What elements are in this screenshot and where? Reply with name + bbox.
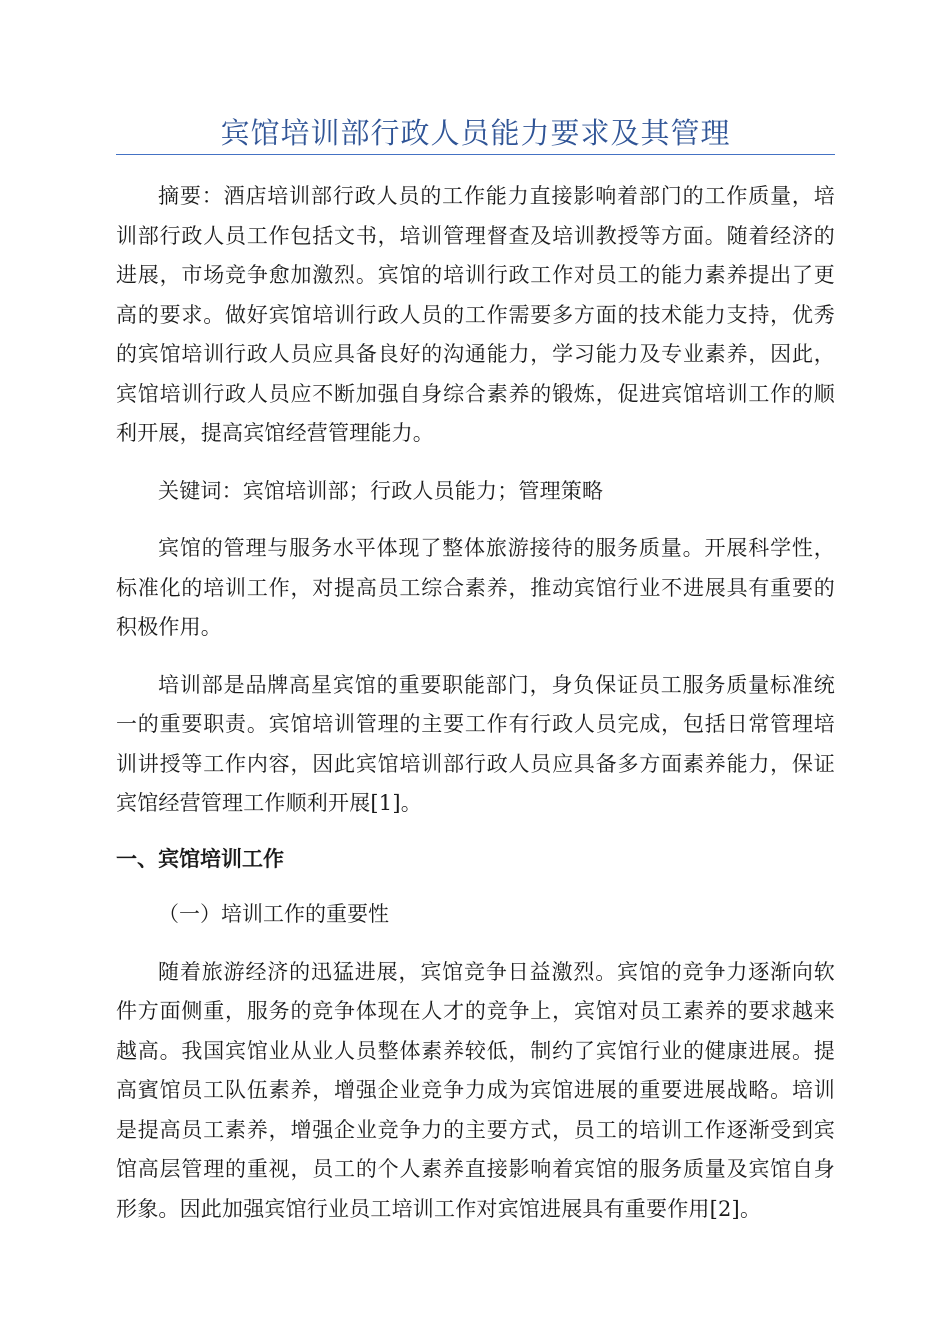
subsection-heading-1: （一）培训工作的重要性 xyxy=(158,902,389,926)
section-heading-1: 一、宾馆培训工作 xyxy=(116,846,284,871)
title-underline xyxy=(116,154,835,155)
abstract-paragraph: 摘要：酒店培训部行政人员的工作能力直接影响着部门的工作质量，培训部行政人员工作包括文书，培训管理督查及培训教授等方面。随着经济的进展，市场竞争愈加激烈。宾馆的培训行政工作对员工的能力素养提出了更高的要求。做好宾馆培训行政人员的工作需要多方面的技术能力支持，优秀的宾馆培训行政人员应具备良好的沟通能力，学习能力及专业素养，因此，宾馆培训行政人员应不断加强自身综合素养的锻炼，促进宾馆培训工作的顺利开展，提高宾馆经营管理能力。 xyxy=(116,184,835,445)
document-page xyxy=(116,112,835,1229)
document-title: 宾馆培训部行政人员能力要求及其管理 xyxy=(220,116,731,150)
section-1-paragraph: 随着旅游经济的迅猛进展，宾馆竞争日益激烈。宾馆的竞争力逐渐向软件方面侧重，服务的竞争体现在人才的竞争上，宾馆对员工素养的要求越来越高。我国宾馆业从业人员整体素养较低，制约了宾馆行业的健康进展。提高賓馆员工队伍素养，增强企业竞争力成为宾馆进展的重要进展战略。培训是提高员工素养，增强企业竞争力的主要方式，员工的培训工作逐渐受到宾馆高层管理的重视，员工的个人素养直接影响着宾馆的服务质量及宾馆自身形象。因此加强宾馆行业员工培训工作对宾馆进展具有重要作用[2]。 xyxy=(116,959,835,1221)
body-paragraph-1: 宾馆的管理与服务水平体现了整体旅游接待的服务质量。开展科学性，标准化的培训工作，对提高员工综合素养，推动宾馆行业不进展具有重要的积极作用。 xyxy=(116,536,835,639)
body-paragraph-2: 培训部是品牌高星宾馆的重要职能部门，身负保证员工服务质量标准统一的重要职责。宾馆培训管理的主要工作有行政人员完成，包括日常管理培训讲授等工作内容，因此宾馆培训部行政人员应具备多方面素养能力，保证宾馆经营管理工作顺利开展[1]。 xyxy=(116,672,835,815)
keywords-line: 关键词：宾馆培训部；行政人员能力；管理策略 xyxy=(158,478,604,503)
